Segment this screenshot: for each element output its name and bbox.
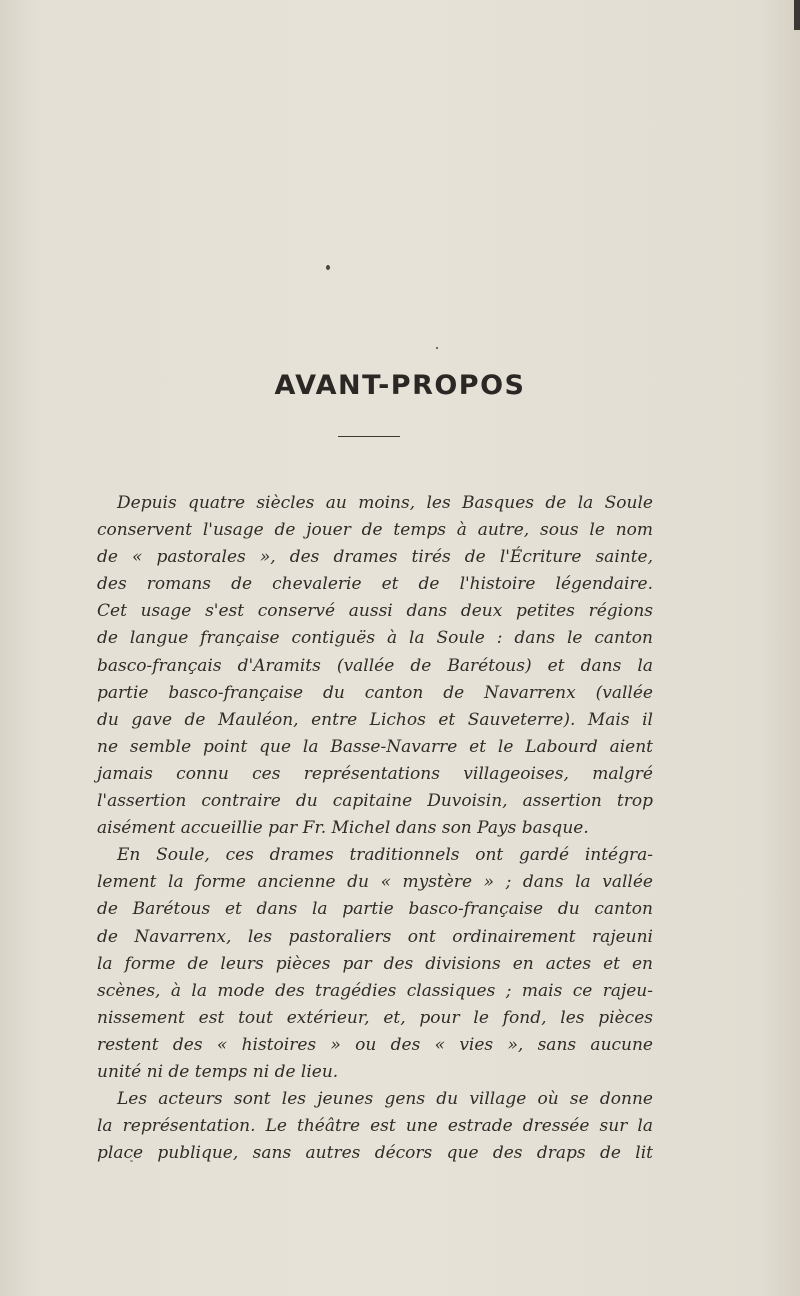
text-line: de Barétous et dans la partie basco-française du canton: [97, 899, 653, 920]
text-line: En Soule, ces drames traditionnels ont gardé intégra-: [117, 845, 653, 866]
text-line: de « pastorales », des drames tirés de l'Écriture sainte,: [97, 547, 653, 568]
text-line: partie basco-française du canton de Navarrenx (vallée: [97, 682, 653, 703]
text-line: des romans de chevalerie et de l'histoire légendaire.: [97, 574, 653, 595]
text-line: la forme de leurs pièces par des divisions en actes et en: [97, 953, 653, 974]
text-line: nissement est tout extérieur, et, pour le fond, les pièces: [97, 1007, 653, 1028]
text-line: basco-français d'Aramits (vallée de Barétous) et dans la: [97, 655, 653, 676]
text-line: la représentation. Le théâtre est une estrade dressée sur la: [97, 1116, 653, 1137]
text-line: aisément accueillie par Fr. Michel dans son Pays basque.: [97, 818, 589, 839]
text-line: de Navarrenx, les pastoraliers ont ordinairement rajeuni: [97, 926, 653, 947]
title-divider: [338, 436, 400, 437]
text-line: l'assertion contraire du capitaine Duvoisin, assertion trop: [97, 791, 653, 812]
text-line: lement la forme ancienne du « mystère » ; dans la vallée: [97, 872, 653, 893]
page-edge-mark: [794, 0, 800, 30]
text-line: Cet usage s'est conservé aussi dans deux petites régions: [97, 601, 653, 622]
text-line: conservent l'usage de jouer de temps à autre, sous le nom: [97, 520, 653, 541]
page-title: AVANT-PROPOS: [274, 370, 526, 401]
text-line: ne semble point que la Basse-Navarre et le Labourd aient: [97, 736, 653, 757]
text-line: place publique, sans autres décors que des draps de lit: [97, 1143, 653, 1164]
print-speck: [436, 347, 438, 349]
print-speck: [326, 265, 330, 270]
text-line: jamais connu ces représentations villageoises, malgré: [97, 763, 653, 784]
text-line: de langue française contiguës à la Soule : dans le canton: [97, 628, 653, 649]
text-line: du gave de Mauléon, entre Lichos et Sauveterre). Mais il: [97, 709, 653, 730]
text-line: unité ni de temps ni de lieu.: [97, 1061, 339, 1082]
text-line: scènes, à la mode des tragédies classiques ; mais ce rajeu-: [97, 980, 653, 1001]
text-line: Les acteurs sont les jeunes gens du village où se donne: [117, 1089, 653, 1110]
body-text: [97, 490, 653, 1167]
text-line: Depuis quatre siècles au moins, les Basques de la Soule: [117, 493, 653, 513]
text-line: restent des « histoires » ou des « vies », sans aucune: [97, 1034, 653, 1055]
